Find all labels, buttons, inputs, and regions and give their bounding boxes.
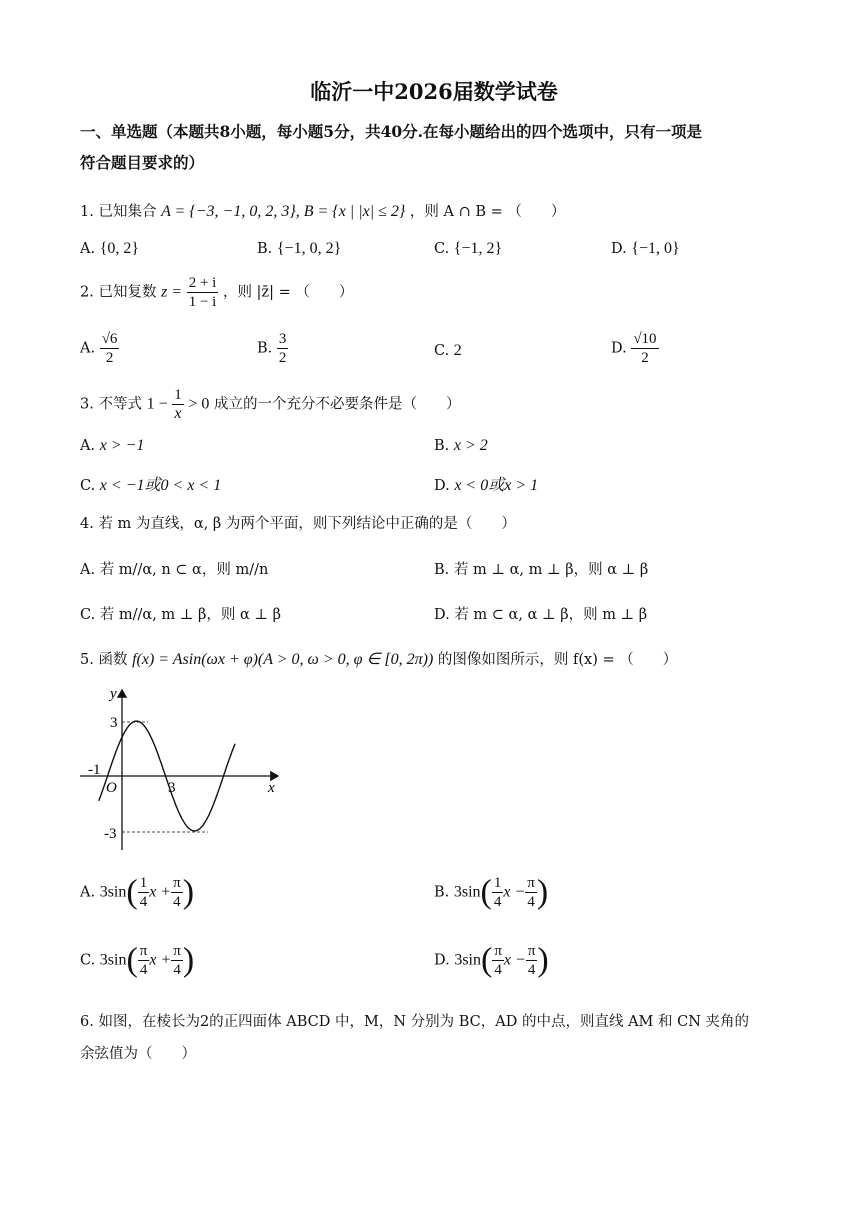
question-2-stem — [80, 274, 353, 311]
q5-option-c[interactable] — [80, 942, 194, 979]
q2-option-a-frac — [100, 330, 120, 367]
q3-option-c[interactable] — [80, 472, 221, 495]
section-heading-line2: 符合题目要求的） — [80, 153, 205, 172]
q2-number: 2. 已知复数 — [80, 284, 157, 301]
q4-option-d-text: 若 m ⊂ α, α ⊥ β，则 m ⊥ β — [454, 607, 648, 623]
q1-option-a-label: A. — [80, 241, 96, 257]
q5-option-c-f1 — [138, 942, 150, 979]
q5-option-c-f2 — [171, 942, 183, 979]
q1-option-b-label: B. — [257, 241, 273, 257]
q5-option-a-f1-num: 1 — [139, 875, 148, 891]
q4-option-c[interactable] — [80, 603, 281, 624]
q5-option-b-f2-num: π — [527, 875, 535, 891]
q5-option-a-f2-den: 4 — [173, 894, 181, 910]
q5-option-b[interactable] — [434, 874, 548, 911]
q2-option-d-label: D. — [611, 340, 627, 357]
q2-option-a-den: 2 — [105, 350, 114, 366]
q5-option-b-f2 — [525, 874, 537, 911]
q1-option-a[interactable] — [80, 240, 139, 258]
q5-option-c-rparen: ) — [182, 941, 195, 979]
q3-fraction — [172, 386, 184, 423]
q5-option-c-f1-den: 4 — [139, 962, 148, 978]
q2-option-b-frac — [277, 330, 289, 367]
q5-option-d-lparen: ( — [481, 941, 493, 979]
q5-option-b-mid: x − — [503, 883, 526, 901]
q2-option-b-den: 2 — [278, 350, 287, 366]
q3-option-b-label: B. — [434, 438, 450, 454]
q2-option-a-label: A. — [80, 340, 96, 357]
q1-option-b-text: {−1, 0, 2} — [276, 240, 342, 257]
q5-option-c-label: C. — [80, 952, 96, 969]
q3-option-a-text: x > −1 — [99, 437, 145, 454]
q3-fraction-num: 1 — [174, 387, 182, 403]
q5-option-d-f1-num: π — [494, 943, 502, 959]
q3-expr-right: > 0 — [188, 395, 210, 413]
q5-option-a-f2 — [171, 874, 183, 911]
q1-option-d-label: D. — [611, 241, 627, 257]
q4-option-d[interactable] — [434, 603, 647, 624]
q3-option-b[interactable] — [434, 437, 488, 455]
q5-option-b-lparen: ( — [480, 873, 492, 911]
q5-sine-graph — [76, 684, 296, 856]
q3-fraction-den: x — [174, 405, 182, 422]
q5-pre: 5. 函数 — [80, 652, 128, 668]
q2-fraction-num: 2 + i — [188, 275, 217, 291]
q4-option-c-label: C. — [80, 607, 96, 623]
q1-option-c-text: {−1, 2} — [453, 240, 503, 257]
q5-option-b-f1 — [492, 874, 504, 911]
q4-option-b[interactable] — [434, 558, 648, 579]
section-heading-line1: 一、单选题（本题共8小题，每小题5分，共40分.在每小题给出的四个选项中，只有一项是 — [80, 122, 703, 141]
q5-option-a[interactable] — [80, 874, 194, 911]
q3-option-c-text: x < −1或0 < x < 1 — [99, 477, 222, 494]
q5-option-a-f2-num: π — [173, 875, 181, 891]
q5-option-a-f1-den: 4 — [139, 894, 148, 910]
q5-option-c-f2-num: π — [173, 943, 181, 959]
q5-tail: 的图像如图所示，则 f(x) = （ ） — [437, 652, 678, 668]
q5-option-d-f2 — [526, 942, 538, 979]
q3-tail: 成立的一个充分不必要条件是（ ） — [213, 396, 461, 413]
q5-option-d-f1-den: 4 — [494, 962, 502, 978]
question-6-line1: 6. 如图，在棱长为2的正四面体 ABCD 中，M，N 分别为 BC，AD 的中点，则直线 AM 和 CN 夹角的 — [80, 1014, 750, 1030]
q5-option-d-mid: x − — [503, 951, 526, 969]
q2-option-c[interactable] — [434, 342, 462, 360]
q3-option-a-label: A. — [80, 438, 96, 454]
q5-option-d-rparen: ) — [537, 941, 549, 979]
q5-option-a-label: A. — [80, 884, 96, 901]
q5-option-b-label: B. — [434, 884, 450, 901]
q5-option-c-f1-num: π — [139, 943, 148, 959]
q1-option-c-label: C. — [434, 241, 450, 257]
q1-option-c[interactable] — [434, 240, 502, 258]
q5-option-a-coef: 3sin — [99, 883, 127, 901]
q5-func: f(x) = Asin(ωx + φ)(A > 0, ω > 0, φ ∈ [0, 2π)) — [132, 651, 434, 668]
q2-option-b-label: B. — [257, 340, 273, 357]
q5-option-c-f2-den: 4 — [173, 962, 181, 978]
q3-option-d-label: D. — [434, 478, 450, 494]
graph-ymin-label: -3 — [104, 826, 117, 842]
q3-pre: 3. 不等式 — [80, 396, 142, 413]
q3-option-d-text: x < 0或x > 1 — [454, 477, 539, 494]
q3-option-c-label: C. — [80, 478, 96, 494]
q4-option-d-label: D. — [434, 607, 450, 623]
q5-option-d-coef: 3sin — [454, 951, 481, 969]
q1-option-d[interactable] — [611, 240, 680, 258]
q5-option-c-lparen: ( — [126, 941, 138, 979]
q2-option-a-num: √6 — [101, 331, 118, 347]
question-1-stem — [80, 200, 565, 221]
graph-y-label: y — [110, 686, 117, 702]
q2-option-d-num: √10 — [633, 331, 657, 347]
q5-option-d-label: D. — [434, 952, 450, 969]
q2-option-d-den: 2 — [641, 350, 649, 366]
q2-fraction — [187, 274, 219, 311]
q2-tail: ，则 |z̄| = （ ） — [222, 284, 354, 301]
graph-xzero-label: 3 — [168, 780, 176, 796]
q4-option-a-label: A. — [80, 562, 96, 578]
q1-tail: ，则 A ∩ B = （ ） — [409, 204, 566, 220]
q4-option-c-text: 若 m//α, m ⊥ β，则 α ⊥ β — [99, 607, 282, 623]
q4-option-a-text: 若 m//α, n ⊂ α，则 m//n — [99, 562, 269, 578]
q5-option-d-f1 — [492, 942, 504, 979]
graph-origin-label: O — [106, 780, 117, 796]
graph-x-label: x — [268, 780, 275, 796]
q2-option-b[interactable] — [257, 330, 288, 367]
q3-option-b-text: x > 2 — [453, 437, 488, 454]
q1-option-a-text: {0, 2} — [99, 240, 140, 257]
q1-option-d-text: {−1, 0} — [631, 240, 680, 257]
graph-ymax-label: 3 — [110, 715, 118, 731]
q5-option-a-f1 — [138, 874, 150, 911]
q5-option-c-coef: 3sin — [99, 951, 127, 969]
q1-number: 1. 已知集合 — [80, 204, 157, 220]
graph-xneg-label: -1 — [88, 762, 101, 778]
q2-option-d-frac — [631, 330, 658, 367]
q2-option-b-num: 3 — [278, 331, 287, 347]
q5-option-a-lparen: ( — [126, 873, 138, 911]
q2-option-a[interactable] — [80, 330, 119, 367]
question-6-line2: 余弦值为（ ） — [80, 1046, 196, 1062]
q2-option-d[interactable] — [611, 330, 659, 367]
q5-option-b-f2-den: 4 — [527, 894, 535, 910]
q1-sets: A = {−3, −1, 0, 2, 3}, B = {x | |x| ≤ 2} — [161, 203, 406, 220]
q5-option-c-mid: x + — [149, 951, 172, 969]
q5-option-d[interactable] — [434, 942, 549, 979]
q5-option-b-coef: 3sin — [453, 883, 481, 901]
q2-fraction-den: 1 − i — [188, 294, 217, 310]
q5-option-d-f2-den: 4 — [527, 962, 536, 978]
q3-option-a[interactable] — [80, 437, 144, 455]
q5-option-a-rparen: ) — [182, 873, 195, 911]
q2-option-c-text: 2 — [453, 342, 462, 359]
q4-option-a[interactable] — [80, 558, 268, 579]
q5-option-b-rparen: ) — [536, 873, 549, 911]
q4-option-b-label: B. — [434, 562, 450, 578]
q5-option-a-mid: x + — [149, 883, 172, 901]
q5-option-b-f1-den: 4 — [493, 894, 502, 910]
question-5-stem — [80, 648, 677, 669]
q4-option-b-text: 若 m ⊥ α, m ⊥ β，则 α ⊥ β — [453, 562, 649, 578]
q1-option-b[interactable] — [257, 240, 341, 258]
q5-option-b-f1-num: 1 — [493, 875, 502, 891]
q2-z: z = — [161, 283, 183, 301]
question-3-stem — [80, 386, 460, 423]
exam-title: 临沂一中2026届数学试卷 — [310, 79, 558, 104]
q3-option-d[interactable] — [434, 472, 538, 495]
q5-option-d-f2-num: π — [527, 943, 536, 959]
q3-expr-left: 1 − — [146, 395, 168, 413]
q2-option-c-label: C. — [434, 343, 450, 359]
question-4-stem: 4. 若 m 为直线，α, β 为两个平面，则下列结论中正确的是（ ） — [80, 516, 516, 532]
